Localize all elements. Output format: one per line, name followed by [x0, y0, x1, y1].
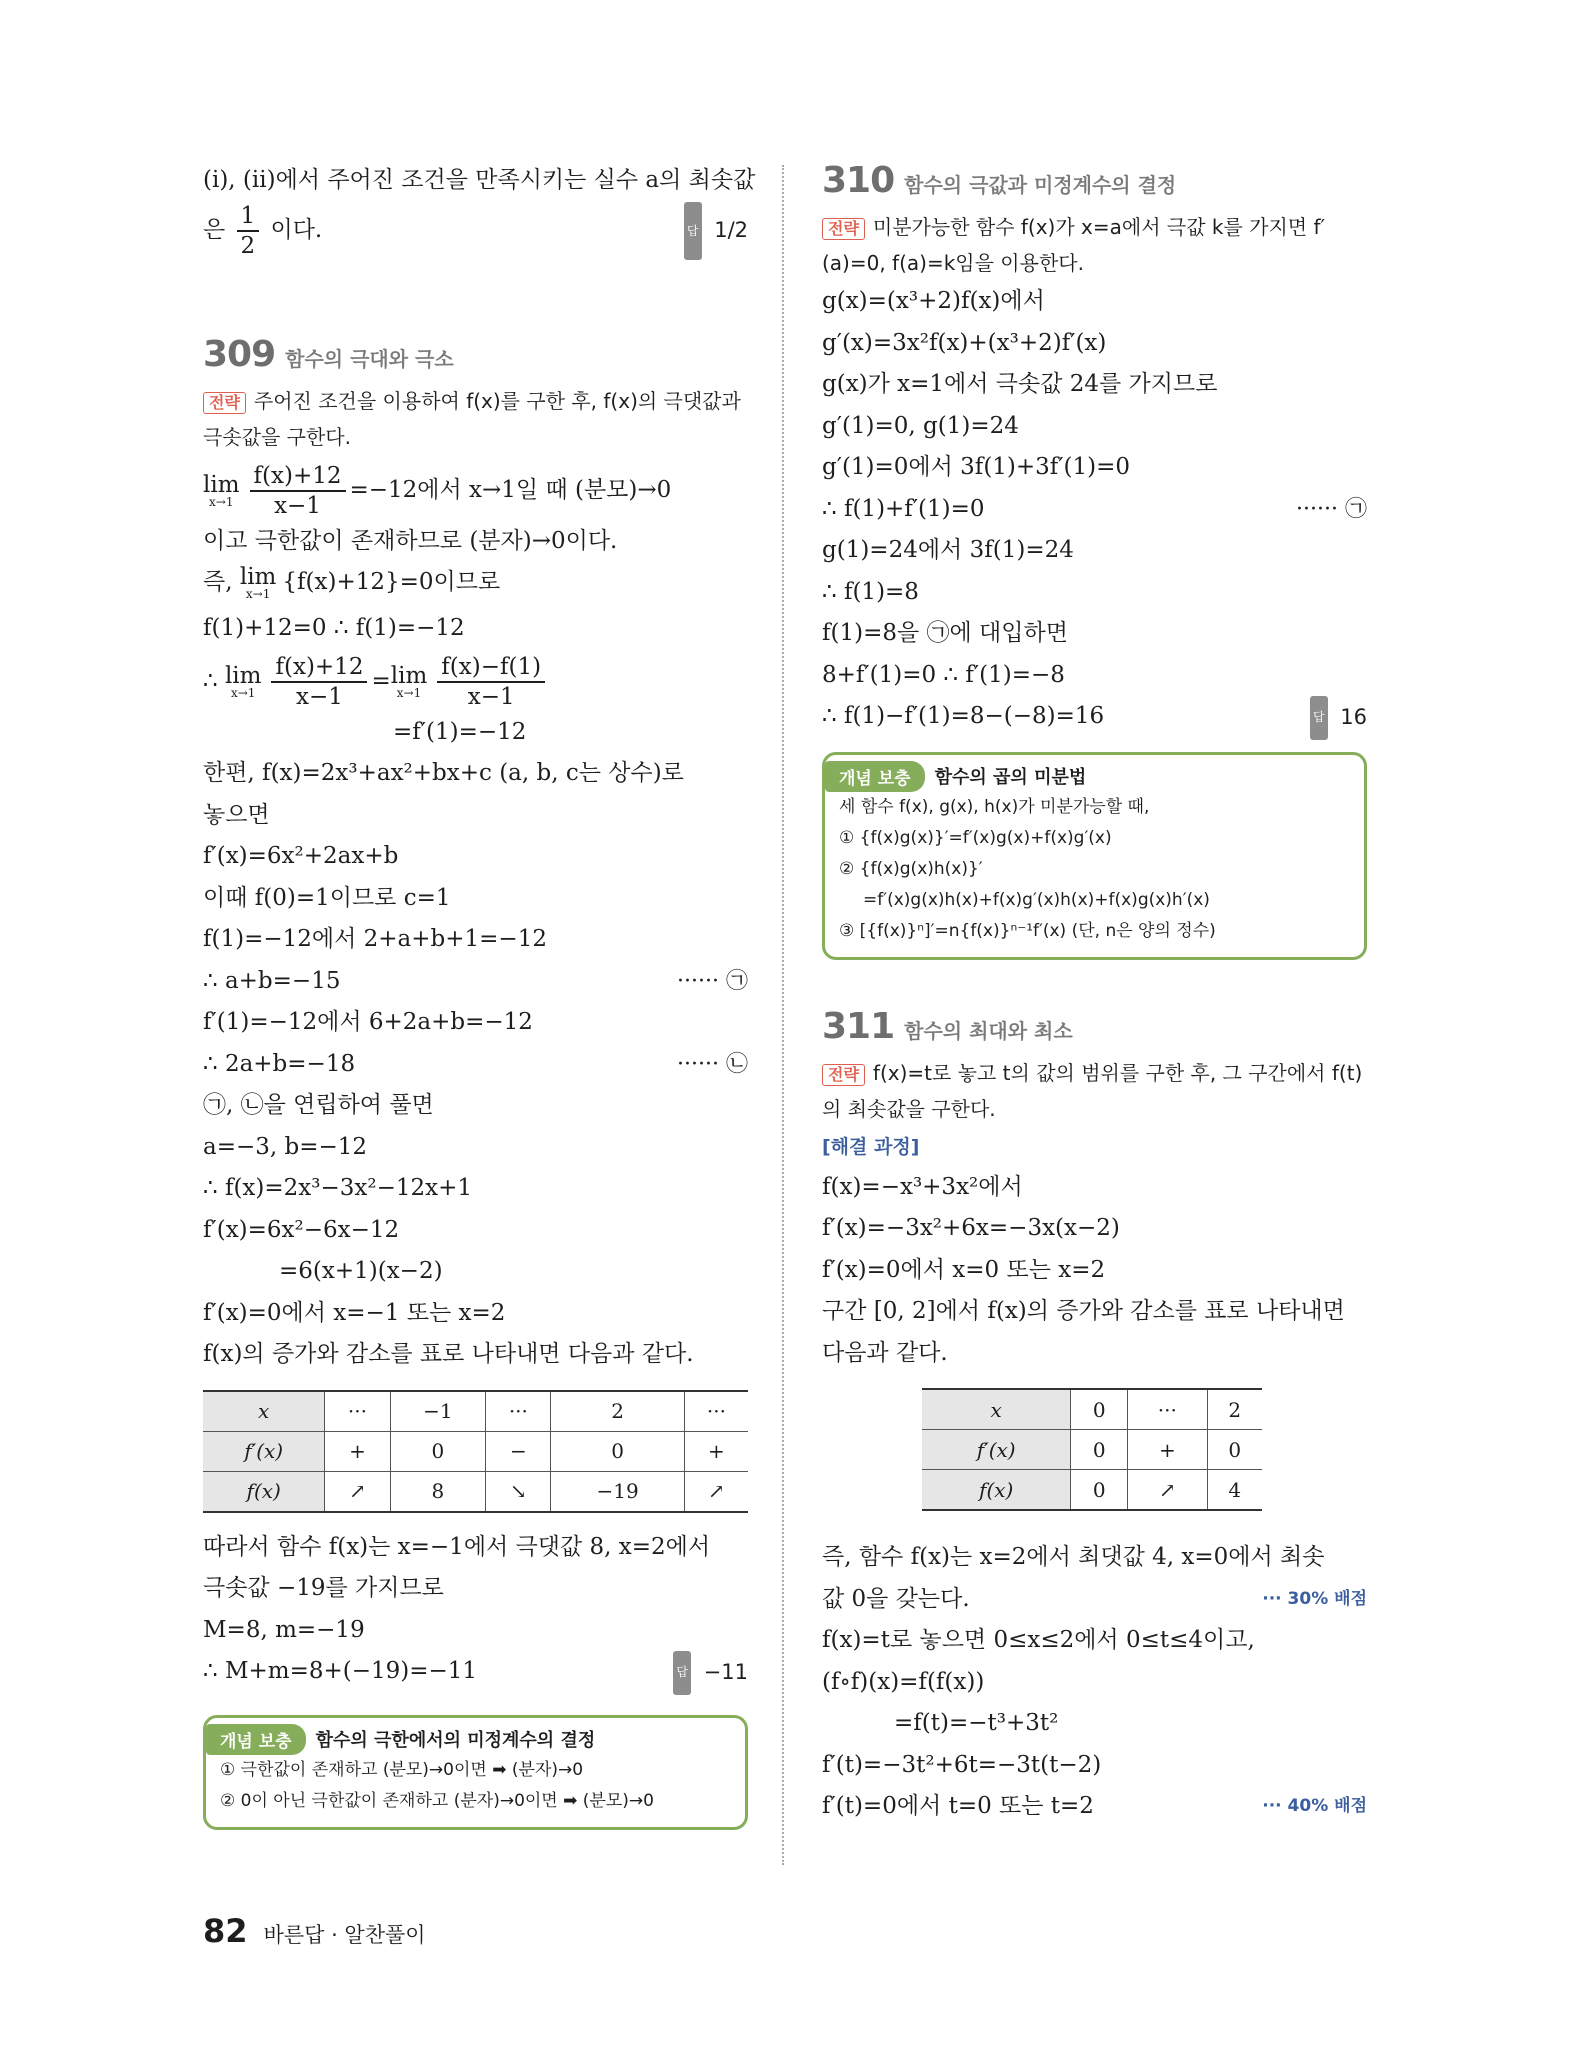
- table-cell: 4: [1207, 1470, 1262, 1511]
- equation-tag-2: ······ ㉡: [677, 1051, 748, 1077]
- concept-item-0: 세 함수 f(x), g(x), h(x)가 미분가능할 때,: [839, 796, 1150, 817]
- line-4: g′(1)=0, g(1)=24: [822, 412, 1019, 439]
- concept-item-1: ① {f(x)g(x)}′=f′(x)g(x)+f(x)g′(x): [839, 827, 1112, 848]
- lim-sub: x→1: [245, 587, 271, 601]
- table-cell: +: [1128, 1430, 1208, 1470]
- line-10: =f(t)=−t³+3t²: [894, 1710, 1059, 1736]
- concept-title: 함수의 극한에서의 미정계수의 결정: [315, 1730, 596, 1751]
- table-cell: +: [684, 1431, 748, 1471]
- line-7: g(1)=24에서 3f(1)=24: [822, 537, 1074, 563]
- limit-line-3: [203, 562, 748, 608]
- line-12-text: ∴ a+b=−15: [203, 967, 341, 994]
- frac-denominator: x−1: [467, 683, 515, 710]
- strategy-310: [822, 209, 1367, 281]
- lim-sub: x→1: [230, 685, 256, 700]
- intro-answer: [684, 202, 748, 260]
- table-row: [203, 1391, 748, 1432]
- line-22: 따라서 함수 f(x)는 x=−1에서 극댓값 8, x=2에서: [203, 1533, 711, 1560]
- concept-badge: 개념 보충: [825, 761, 925, 792]
- line-13: f′(1)=−12에서 6+2a+b=−12: [203, 1009, 533, 1035]
- frac-numerator: f(x)+12: [250, 462, 346, 492]
- strategy-badge: 전략: [822, 218, 865, 240]
- strategy-311: [822, 1055, 1367, 1127]
- problem-number: 309: [203, 333, 276, 375]
- problem-311-header: [822, 1006, 1367, 1047]
- concept-item-4: ③ [{f(x)}ⁿ]′=n{f(x)}ⁿ⁻¹f′(x) (단, n은 양의 정수): [839, 920, 1216, 941]
- table-cell: x: [922, 1389, 1071, 1430]
- line-6-text: ∴ f(1)+f′(1)=0: [822, 495, 985, 522]
- table-cell: ···: [486, 1391, 551, 1432]
- line-21: f(x)의 증가와 감소를 표로 나타내면 다음과 같다.: [203, 1341, 694, 1367]
- limit-line-3a: 즉,: [203, 569, 233, 595]
- table-cell: ↗: [1128, 1470, 1208, 1511]
- concept-badge: 개념 보충: [206, 1724, 306, 1755]
- answer-value: 1/2: [714, 217, 748, 242]
- table-cell: ···: [684, 1391, 748, 1432]
- line-2: f′(x)=−3x²+6x=−3x(x−2): [822, 1215, 1120, 1241]
- variation-table-311: [922, 1388, 1262, 1511]
- line-25: [203, 1651, 748, 1693]
- line-11: f(1)=−12에서 2+a+b+1=−12: [203, 926, 547, 952]
- line-8: f(x)=t로 놓으면 0≤x≤2에서 0≤t≤4이고,: [822, 1627, 1255, 1653]
- intro-line-1: (ⅰ), (ⅱ)에서 주어진 조건을 만족시키는 실수 a의 최솟값: [203, 167, 756, 193]
- line-4: f(1)+12=0 ∴ f(1)=−12: [203, 615, 465, 641]
- frac-numerator: f(x)+12: [271, 653, 367, 683]
- intro-text-a: 은: [203, 216, 226, 243]
- line-23: 극솟값 −19를 가지므로: [203, 1575, 444, 1601]
- intro-line-2: [203, 202, 748, 258]
- table-cell: ···: [325, 1391, 390, 1432]
- strategy-309: [203, 383, 748, 455]
- page-number: 82: [203, 1912, 248, 1950]
- intro-frac-denominator: 2: [240, 232, 256, 259]
- limit-symbol-2: [240, 566, 277, 600]
- lim-word: lim: [203, 471, 240, 498]
- lim-word: lim: [239, 564, 277, 590]
- therefore-sign: ∴: [203, 667, 218, 694]
- line-7: 한편, f(x)=2x³+ax²+bx+c (a, b, c는 상수)로: [203, 760, 684, 786]
- table-row: [922, 1430, 1262, 1470]
- concept-item-2: ② 0이 아닌 극한값이 존재하고 (분자)→0이면 ➡ (분모)→0: [220, 1790, 654, 1811]
- table-cell: ···: [1128, 1389, 1208, 1430]
- concept-header: [839, 761, 1350, 792]
- table-cell: ↗: [684, 1471, 748, 1512]
- line-25-text: ∴ M+m=8+(−19)=−11: [203, 1658, 478, 1684]
- problem-title: 함수의 최대와 최소: [904, 1018, 1073, 1043]
- table-cell: f(x): [922, 1470, 1071, 1511]
- answer-label: 답: [1310, 696, 1328, 740]
- table-cell: −1: [390, 1391, 486, 1432]
- concept-item-3: =f′(x)g(x)h(x)+f(x)g′(x)h(x)+f(x)g(x)h′(x): [863, 889, 1210, 910]
- strategy-badge: 전략: [203, 392, 246, 414]
- problem-309-header: [203, 334, 748, 375]
- table-cell: f′(x): [922, 1430, 1071, 1470]
- score-mark-30: ··· 30% 배점: [1262, 1588, 1367, 1609]
- frac-denominator: x−1: [296, 683, 343, 710]
- table-row: [922, 1470, 1262, 1511]
- table-cell: x: [203, 1391, 325, 1432]
- line-19: =6(x+1)(x−2): [279, 1258, 443, 1284]
- table-cell: 2: [551, 1391, 684, 1432]
- line-6: 즉, 함수 f(x)는 x=2에서 최댓값 4, x=0에서 최솟: [822, 1544, 1325, 1570]
- column-divider: [782, 165, 784, 1865]
- table-cell: 0: [1071, 1470, 1128, 1511]
- table-cell: 0: [1071, 1389, 1128, 1430]
- equation-tag-1: ······ ㉠: [1296, 496, 1367, 522]
- page-footer: [203, 1912, 426, 1950]
- equation-tag-1: ······ ㉠: [677, 968, 748, 994]
- problem-number: 310: [822, 160, 895, 201]
- line-5: g′(1)=0에서 3f(1)+3f′(1)=0: [822, 454, 1131, 480]
- table-cell: f(x): [203, 1471, 325, 1512]
- left-column: [203, 160, 756, 1830]
- table-cell: 8: [390, 1471, 486, 1512]
- table-cell: 0: [1071, 1430, 1128, 1470]
- table-cell: −19: [551, 1471, 684, 1512]
- limit-line-2: 이고 극한값이 존재하므로 (분자)→0이다.: [203, 527, 618, 554]
- problem-title: 함수의 극값과 미정계수의 결정: [904, 173, 1177, 197]
- table-cell: 2: [1207, 1389, 1262, 1430]
- footer-title: 바른답 · 알찬풀이: [263, 1923, 426, 1947]
- intro-frac-numerator: 1: [237, 202, 260, 232]
- line-8: 놓으면: [203, 801, 270, 828]
- concept-item-2: ② {f(x)g(x)h(x)}′: [839, 858, 983, 879]
- limit-line-3b: {f(x)+12}=0이므로: [282, 569, 501, 595]
- intro-text-b: 이다.: [270, 216, 323, 243]
- limit-symbol: [203, 471, 240, 509]
- lim-word: lim: [390, 662, 428, 689]
- limit-fraction: [250, 462, 346, 520]
- limit-fraction-2: [271, 653, 367, 711]
- concept-box-310: [822, 752, 1367, 960]
- line-12: [822, 1786, 1367, 1828]
- strategy-text: 주어진 조건을 이용하여 f(x)를 구한 후, f(x)의 극댓값과 극솟값을 구한다.: [203, 388, 741, 449]
- line-11-text: ∴ f(1)−f′(1)=8−(−8)=16: [822, 703, 1105, 729]
- answer-label: 답: [673, 1651, 691, 1695]
- table-cell: f′(x): [203, 1431, 325, 1471]
- limit-symbol-3: [224, 662, 262, 700]
- line-2: g′(x)=3x²f(x)+(x³+2)f′(x): [822, 329, 1107, 356]
- table-cell: 0: [390, 1431, 486, 1471]
- answer-309: [673, 1651, 748, 1695]
- line-1: f(x)=−x³+3x²에서: [822, 1173, 1023, 1200]
- concept-item-1: ① 극한값이 존재하고 (분모)→0이면 ➡ (분자)→0: [220, 1759, 584, 1780]
- line-15: ㉠, ㉡을 연립하여 풀면: [203, 1092, 434, 1118]
- frac-numerator: f(x)−f(1): [437, 653, 545, 683]
- line-6: =f′(1)=−12: [393, 718, 527, 745]
- line-12: [203, 961, 748, 1003]
- concept-title: 함수의 곱의 미분법: [934, 767, 1087, 788]
- table-row: [922, 1389, 1262, 1430]
- line-14-text: ∴ 2a+b=−18: [203, 1050, 356, 1077]
- line-20: f′(x)=0에서 x=−1 또는 x=2: [203, 1299, 506, 1326]
- lim-sub: x→1: [396, 685, 422, 700]
- right-column: [822, 160, 1367, 1828]
- line-17: ∴ f(x)=2x³−3x²−12x+1: [203, 1175, 472, 1201]
- score-mark-40: ··· 40% 배점: [1262, 1796, 1367, 1816]
- line-10: 8+f′(1)=0 ∴ f′(1)=−8: [822, 661, 1065, 688]
- limit-symbol-4: [390, 662, 428, 700]
- table-cell: ↘: [486, 1471, 551, 1512]
- line-18: f′(x)=6x²−6x−12: [203, 1216, 400, 1243]
- variation-table-309: [203, 1390, 748, 1513]
- problem-title: 함수의 극대와 극소: [285, 346, 454, 371]
- limit-line-5: ∴ lim x→1 $\frac{f(x)+12}{x-1}$ = lim x→1 $\frac{f(x)-f(1)}{x-1}$: [203, 650, 748, 712]
- strategy-text: 미분가능한 함수 f(x)가 x=a에서 극값 k를 가지면 f′(a)=0, f(a)=k임을 이용한다.: [822, 215, 1326, 275]
- table-row: [203, 1471, 748, 1512]
- line-9: f(1)=8을 ㉠에 대입하면: [822, 620, 1068, 646]
- line-5: 다음과 같다.: [822, 1339, 948, 1366]
- limit-line-1-tail: =−12에서 x→1일 때 (분모)→0: [349, 476, 672, 503]
- line-24: M=8, m=−19: [203, 1616, 365, 1643]
- table-cell: 0: [1207, 1430, 1262, 1470]
- line-8: ∴ f(1)=8: [822, 578, 919, 605]
- line-7-text: 값 0을 갖는다.: [822, 1585, 970, 1612]
- line-11: [822, 696, 1367, 738]
- line-7: [822, 1579, 1367, 1621]
- line-11: f′(t)=−3t²+6t=−3t(t−2): [822, 1751, 1102, 1778]
- problem-310-header: [822, 160, 1367, 201]
- line-4: 구간 [0, 2]에서 f(x)의 증가와 감소를 표로 나타내면: [822, 1298, 1345, 1324]
- lim-word: lim: [224, 662, 262, 689]
- line-1: g(x)=(x³+2)f(x)에서: [822, 288, 1045, 314]
- table-cell: 0: [551, 1431, 684, 1471]
- intro-fraction: [237, 202, 260, 260]
- answer-label: 답: [684, 202, 702, 260]
- concept-header: [220, 1724, 731, 1755]
- answer-value: −11: [703, 1659, 748, 1684]
- limit-line-1: [203, 459, 748, 521]
- line-3: f′(x)=0에서 x=0 또는 x=2: [822, 1256, 1106, 1283]
- frac-denominator: x−1: [274, 492, 321, 519]
- concept-box-309: [203, 1715, 748, 1830]
- strategy-text: f(x)=t로 놓고 t의 값의 범위를 구한 후, 그 구간에서 f(t)의 최솟값을 구한다.: [822, 1060, 1363, 1121]
- table-row: [203, 1431, 748, 1471]
- answer-value: 16: [1340, 704, 1367, 729]
- table-cell: −: [486, 1431, 551, 1471]
- problem-number: 311: [822, 1005, 895, 1047]
- line-12-text: f′(t)=0에서 t=0 또는 t=2: [822, 1793, 1094, 1819]
- table-cell: ↗: [325, 1471, 390, 1512]
- line-6: [822, 489, 1367, 531]
- strategy-badge: 전략: [822, 1064, 865, 1086]
- line-9: (f∘f)(x)=f(f(x)): [822, 1668, 985, 1695]
- lim-sub: x→1: [209, 494, 234, 509]
- line-9: f′(x)=6x²+2ax+b: [203, 843, 399, 869]
- line-10: 이때 f(0)=1이므로 c=1: [203, 884, 451, 911]
- limit-fraction-3: [437, 653, 545, 711]
- answer-310: [1310, 696, 1367, 740]
- line-14: [203, 1044, 748, 1086]
- table-cell: +: [325, 1431, 390, 1471]
- solution-process-label: [해결 과정]: [822, 1135, 920, 1158]
- line-3: g(x)가 x=1에서 극솟값 24를 가지므로: [822, 371, 1218, 397]
- line-16: a=−3, b=−12: [203, 1133, 368, 1160]
